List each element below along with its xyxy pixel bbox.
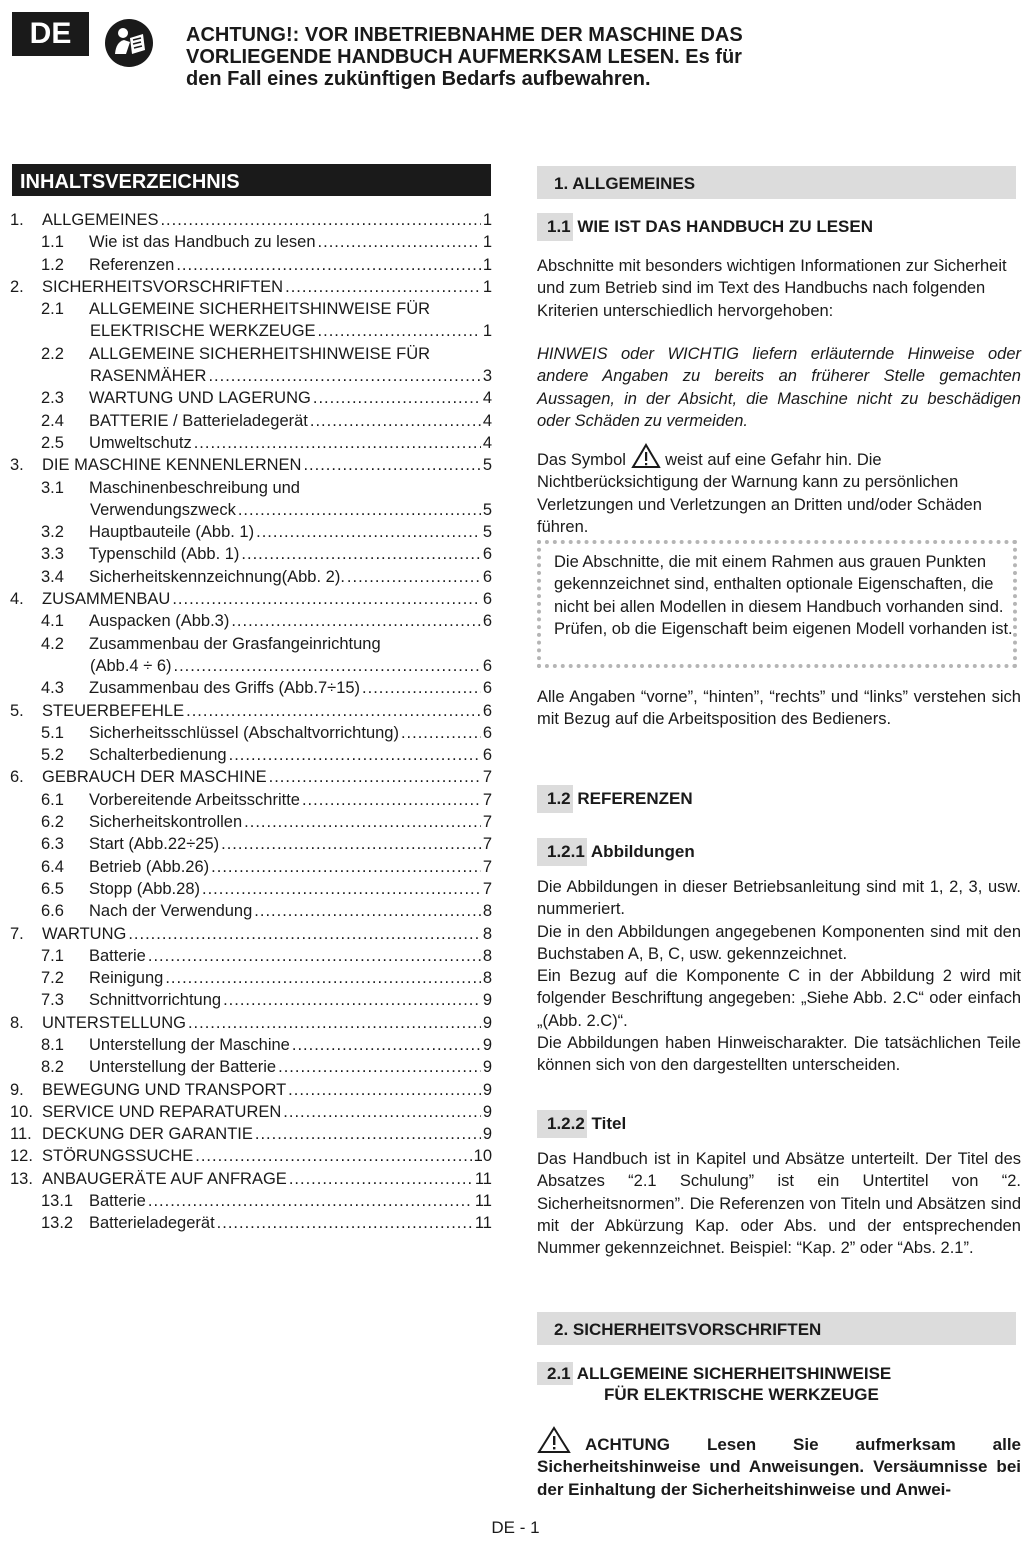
toc-entry-number: 13. [10,1169,33,1188]
toc-leader-dots [241,545,480,564]
toc-entry-number: 1.1 [41,233,64,252]
note-paragraph: HINWEIS oder WICHTIG liefern erläuternde Hinweise oder andere Angaben zu bereits an früherer Stelle gemachten Aussagen, in der Absicht, die Maschine nicht zu beschädigen oder Schäden zu vermeiden. [537,345,1021,430]
toc-entry[interactable] [10,479,492,501]
toc-entry-title: Typenschild (Abb. 1) [89,545,240,564]
toc-entry-title: BATTERIE / Batterieladegerät [89,411,308,430]
toc-entry-number: 6.1 [41,790,64,809]
toc-entry[interactable] [10,768,492,790]
toc-entry-title: UNTERSTELLUNG [42,1013,186,1032]
toc-entry-page: 6 [482,590,492,609]
toc-entry-page: 8 [482,946,492,965]
toc-entry-title: Auspacken (Abb.3) [89,612,230,631]
warning-triangle-icon [631,443,661,469]
toc-entry-title: Vorbereitende Arbeitsschritte [89,790,300,809]
toc-entry-title: Verwendungszweck [90,500,236,519]
toc-entry-title: STÖRUNGSSUCHE [42,1147,194,1166]
toc-entry[interactable] [10,925,492,947]
toc-entry-page: 1 [482,233,492,252]
toc-entry[interactable] [10,300,492,322]
toc-entry-page: 5 [482,523,492,542]
toc-entry-number: 2.5 [41,433,64,452]
toc-entry-page: 9 [482,1058,492,1077]
toc-entry-number: 7.3 [41,991,64,1010]
toc-entry-title: ALLGEMEINES [42,211,159,229]
toc-entry[interactable] [10,1036,492,1058]
toc-entry-title: Zusammenbau der Grasfangeinrichtung [89,634,381,653]
toc-entry-title: Betrieb (Abb.26) [89,857,210,876]
toc-entry-page: 6 [482,746,492,765]
toc-leader-dots [269,768,481,787]
toc-entry-number: 13.1 [41,1192,74,1211]
toc-entry[interactable] [10,501,492,523]
paragraph: Das Handbuch ist in Kapitel und Absätze unterteilt. Der Titel des Absatzes “2.1 Schulung” ist ein Untertitel von “2. Sicherheitsnormen”. Die Referenzen von Titeln und Absätzen sind mit der Abkürzung Kap. oder Abs. und der entsprechenden Nummer gekennzeichnet. Beispiel: “Kap. 2” oder “Abs. 2.1”. [537,1150,1021,1258]
toc-leader-dots [362,679,481,698]
toc-entry[interactable] [10,1014,492,1036]
toc-leader-dots [238,501,481,520]
toc-entry-page: 11 [474,1214,492,1233]
toc-entry[interactable] [10,233,492,255]
toc-entry-page: 1 [482,255,492,274]
toc-leader-dots [285,278,481,297]
toc-entry-number: 13.2 [41,1214,74,1233]
toc-entry-title: Sicherheitskennzeichnung(Abb. 2). [89,567,345,586]
toc-entry-title: ANBAUGERÄTE AUF ANFRAGE [42,1169,287,1188]
toc-leader-dots [195,1147,471,1166]
toc-entry[interactable] [10,813,492,835]
language-badge: DE [12,12,89,56]
toc-entry[interactable] [10,612,492,634]
toc-entry-number: 7. [10,924,24,943]
toc-entry-number: 6.4 [41,857,64,876]
warning-triangle-icon [537,1426,571,1454]
toc-entry-number: 2.4 [41,411,64,430]
toc-entry-title: WARTUNG UND LAGERUNG [89,389,311,408]
toc-entry-page: 5 [482,456,492,475]
toc-entry-number: 5.2 [41,746,64,765]
toc-entry-title: ALLGEMEINE SICHERHEITSHINWEISE FÜR [89,344,431,363]
toc-entry-number: 7.1 [41,946,64,965]
toc-entry-number: 3.1 [41,478,64,497]
toc-entry[interactable] [10,635,492,657]
toc-entry-title: Hauptbauteile (Abb. 1) [89,523,255,542]
toc-entry[interactable] [10,590,492,612]
toc-leader-dots [302,791,481,810]
toc-leader-dots [303,456,480,475]
paragraph: Alle Angaben “vorne”, “hinten”, “rechts” und “links” verstehen sich mit Bezug auf die Arbeitsposition des Bedieners. [537,688,1021,729]
toc-entry-page: 9 [482,1080,492,1099]
toc-entry-page: 6 [482,612,492,631]
toc-leader-dots [289,1170,473,1189]
toc-leader-dots [231,612,480,631]
toc-entry-page: 1 [482,211,492,229]
toc-leader-dots [208,367,480,386]
toc-entry[interactable] [10,791,492,813]
toc-entry-page: 9 [482,1035,492,1054]
toc-entry-page: 8 [482,902,492,921]
toc-entry-title: (Abb.4 ÷ 6) [90,656,172,675]
toc-leader-dots [176,256,481,275]
toc-entry-number: 3. [10,456,24,475]
toc-entry-title: DIE MASCHINE KENNENLERNEN [42,456,302,475]
toc-entry-page: 4 [482,411,492,430]
toc-entry[interactable] [10,702,492,724]
toc-entry[interactable] [10,568,492,590]
toc-entry[interactable] [10,434,492,456]
toc-entry-title: Stopp (Abb.28) [89,879,200,898]
toc-entry[interactable] [10,256,492,278]
toc-entry-number: 1. [10,211,24,229]
toc-entry-number: 4.1 [41,612,64,631]
toc-entry-title: Batterie [89,946,146,965]
toc-entry-page: 6 [482,545,492,564]
toc-leader-dots [211,858,481,877]
toc-entry-number: 6.3 [41,835,64,854]
section-2-heading: 2. SICHERHEITSVORSCHRIFTEN [537,1312,1016,1345]
toc-leader-dots [288,1081,481,1100]
toc-entry-page: 4 [482,389,492,408]
toc-entry[interactable] [10,746,492,768]
toc-leader-dots [255,1125,481,1144]
toc-entry-number: 8. [10,1013,24,1032]
toc-entry-page: 4 [482,433,492,452]
section-1-1-heading: 1.1 WIE IST DAS HANDBUCH ZU LESEN [537,213,873,241]
toc-entry-number: 6.6 [41,902,64,921]
toc-entry-number: 8.2 [41,1058,64,1077]
toc-leader-dots [318,322,481,341]
toc-entry-title: Start (Abb.22÷25) [89,835,220,854]
toc-entry[interactable] [10,278,492,300]
toc-entry-page: 5 [482,500,492,519]
toc-title: INHALTSVERZEICHNIS [12,164,491,196]
toc-entry-page: 1 [482,277,492,296]
toc-entry[interactable] [10,902,492,924]
toc-leader-dots [347,568,481,587]
paragraph: Die Abbildungen in dieser Betriebsanleitung sind mit 1, 2, 3, usw. nummeriert. Die in den Abbildungen angegebenen Komponenten sind mit den Buchstaben A, B, C, usw. gekennzeichnet. Ein Bezug auf die Komponente C in der Abbildung 2 wird mit folgender Beschriftung angegeben: „Siehe Abb. 2.C“ oder einfach „(Abb. 2.C)“. Die Abbildungen haben Hinweischarakter. Die tatsächlichen Teile können sich von den dargestellten unterscheiden. [537,878,1021,1075]
toc-entry-title: DECKUNG DER GARANTIE [42,1125,253,1144]
toc-entry-page: 7 [482,879,492,898]
toc-leader-dots [318,233,481,252]
toc-entry[interactable] [10,1147,492,1169]
toc-leader-dots [221,835,481,854]
toc-entry-page: 9 [482,1125,492,1144]
toc-entry[interactable] [10,1170,492,1192]
toc-entry-number: 2.3 [41,389,64,408]
toc-entry[interactable] [10,1192,492,1214]
toc-entry-page: 9 [482,991,492,1010]
toc-entry-title: Reinigung [89,969,164,988]
toc-entry-title: BEWEGUNG UND TRANSPORT [42,1080,287,1099]
toc-leader-dots [244,813,481,832]
toc-entry[interactable] [10,858,492,880]
toc-leader-dots [254,902,481,921]
toc-entry-number: 2.1 [41,300,64,319]
toc-leader-dots [194,434,481,453]
toc-entry-title: SICHERHEITSVORSCHRIFTEN [42,277,284,296]
toc-entry[interactable] [10,322,492,344]
toc-entry-title: Zusammenbau des Griffs (Abb.7÷15) [89,679,361,698]
toc-entry[interactable] [10,969,492,991]
toc-entry-title: Nach der Verwendung [89,902,253,921]
toc-entry[interactable] [10,1103,492,1125]
toc-entry-number: 6.2 [41,813,64,832]
toc-entry-page: 9 [482,1013,492,1032]
toc-leader-dots [313,389,481,408]
section-2-1-heading: 2.1 ALLGEMEINE SICHERHEITSHINWEISE FÜR ELEKTRISCHE WERKZEUGE [537,1362,891,1404]
toc-entry-number: 5.1 [41,723,64,742]
toc-entry-title: Schnittvorrichtung [89,991,222,1010]
toc-entry-page: 11 [474,1192,492,1211]
toc-leader-dots [229,746,481,765]
toc-entry-number: 3.2 [41,523,64,542]
toc-entry-title: Referenzen [89,255,175,274]
section-1-2-1-heading: 1.2.1 Abbildungen [537,838,695,866]
toc-entry-page: 9 [482,1102,492,1121]
toc-entry[interactable] [10,991,492,1013]
toc-entry-title: WARTUNG [42,924,127,943]
toc-entry[interactable] [10,345,492,367]
toc-entry[interactable] [10,657,492,679]
toc-entry-number: 12. [10,1147,33,1166]
section-1-2-heading: 1.2 REFERENZEN [537,785,693,813]
toc-entry[interactable] [10,1058,492,1080]
table-of-contents [10,211,492,1237]
paragraph: Abschnitte mit besonders wichtigen Informationen zur Sicherheit und zum Betrieb sind im Text des Handbuchs nach folgenden Kriterien unterschiedlich hervorgehoben: [537,257,1007,320]
toc-entry[interactable] [10,545,492,567]
toc-entry-page: 8 [482,924,492,943]
toc-entry[interactable] [10,389,492,411]
toc-entry-title: Unterstellung der Batterie [89,1058,277,1077]
toc-leader-dots [174,657,481,676]
toc-entry-number: 4.2 [41,634,64,653]
toc-entry[interactable] [10,880,492,902]
toc-entry-title: ALLGEMEINE SICHERHEITSHINWEISE FÜR [89,300,431,319]
toc-leader-dots [148,947,481,966]
toc-leader-dots [223,991,481,1010]
toc-entry[interactable] [10,412,492,434]
toc-entry-page: 10 [473,1147,492,1166]
read-manual-icon [104,18,154,68]
optional-feature-box: Die Abschnitte, die mit einem Rahmen aus grauen Punkten gekennzeichnet sind, enthalten optionale Eigenschaften, die nicht bei allen Modellen in diesem Handbuch vorhanden sind. Prüfen, ob die Eigenschaft beim eigenen Modell vorhanden ist. [537,540,1017,668]
toc-entry-number: 3.4 [41,567,64,586]
toc-entry-title: Sicherheitsschlüssel (Abschaltvorrichtung) [89,723,399,742]
toc-leader-dots [278,1058,481,1077]
toc-entry-page: 1 [482,322,492,341]
toc-entry-title: Unterstellung der Maschine [89,1035,290,1054]
toc-entry-title: Wie ist das Handbuch zu lesen [89,233,316,252]
toc-entry-title: Batterie [89,1192,146,1211]
toc-entry-title: Schalterbedienung [89,746,227,765]
toc-entry[interactable] [10,947,492,969]
warning-paragraph: ACHTUNG Lesen Sie aufmerksam alle Sicherheitshinweise und Anweisungen. Versäumnisse bei der Einhaltung der Sicherheitshinweise und Anwei- [537,1426,1021,1501]
toc-entry-number: 6. [10,768,24,787]
toc-entry-number: 10. [10,1102,33,1121]
toc-leader-dots [186,702,481,721]
toc-entry-page: 6 [482,701,492,720]
toc-entry-page: 7 [482,768,492,787]
toc-entry-page: 7 [482,835,492,854]
toc-entry[interactable] [10,1081,492,1103]
toc-entry-number: 7.2 [41,969,64,988]
toc-entry-page: 11 [474,1169,492,1188]
toc-leader-dots [401,724,481,743]
toc-entry-title: Umweltschutz [89,433,192,452]
toc-entry-page: 3 [482,367,492,386]
toc-leader-dots [188,1014,481,1033]
toc-entry-title: ZUSAMMENBAU [42,590,171,609]
toc-leader-dots [128,925,480,944]
toc-entry-number: 3.3 [41,545,64,564]
toc-entry[interactable] [10,679,492,701]
toc-entry-page: 8 [482,969,492,988]
toc-entry[interactable] [10,1214,492,1236]
toc-leader-dots [172,590,480,609]
toc-leader-dots [148,1192,473,1211]
toc-entry-number: 2.2 [41,344,64,363]
toc-entry[interactable] [10,724,492,746]
toc-entry-number: 1.2 [41,255,64,274]
toc-leader-dots [283,1103,481,1122]
toc-entry[interactable] [10,456,492,478]
toc-entry-title: Batterieladegerät [89,1214,215,1233]
header-warning: ACHTUNG!: VOR INBETRIEBNAHME DER MASCHINE DAS VORLIEGENDE HANDBUCH AUFMERKSAM LESEN. Es für den Fall eines zukünftigen Bedarfs aufbewahren. [186,24,743,90]
toc-entry-page: 6 [482,679,492,698]
toc-leader-dots [292,1036,481,1055]
toc-leader-dots [160,211,480,230]
section-1-2-2-heading: 1.2.2 Titel [537,1110,626,1138]
toc-entry-title: SERVICE UND REPARATUREN [42,1102,282,1121]
toc-entry-page: 7 [482,857,492,876]
toc-entry[interactable] [10,367,492,389]
toc-entry-number: 6.5 [41,879,64,898]
toc-leader-dots [256,523,481,542]
danger-paragraph: Das Symbol weist auf eine Gefahr hin. Die Nichtberücksichtigung der Warnung kann zu persönlichen Verletzungen und Verletzungen an Dritten und/oder Schäden führen. [537,443,1021,538]
toc-entry-page: 7 [482,813,492,832]
toc-leader-dots [217,1214,473,1233]
section-1-heading: 1. ALLGEMEINES [537,166,1016,199]
toc-entry-number: 2. [10,277,24,296]
toc-entry[interactable] [10,523,492,545]
toc-entry[interactable] [10,1125,492,1147]
toc-entry-title: Maschinenbeschreibung und [89,478,300,497]
toc-entry-number: 5. [10,701,24,720]
toc-entry-number: 11. [10,1125,32,1144]
toc-entry-number: 4.3 [41,679,64,698]
toc-entry[interactable] [10,211,492,233]
toc-entry-title: ELEKTRISCHE WERKZEUGE [90,322,316,341]
toc-entry-title: GEBRAUCH DER MASCHINE [42,768,267,787]
toc-entry-title: RASENMÄHER [90,367,207,386]
toc-entry-page: 7 [482,790,492,809]
toc-entry-number: 4. [10,590,24,609]
toc-entry-page: 6 [482,656,492,675]
page-number: DE - 1 [491,1518,540,1537]
toc-entry-number: 8.1 [41,1035,64,1054]
toc-leader-dots [310,412,481,431]
toc-entry-page: 6 [482,723,492,742]
toc-leader-dots [202,880,481,899]
toc-entry-number: 9. [10,1080,24,1099]
toc-entry[interactable] [10,835,492,857]
toc-leader-dots [165,969,481,988]
toc-entry-title: STEUERBEFEHLE [42,701,185,720]
toc-entry-page: 6 [482,567,492,586]
toc-entry-title: Sicherheitskontrollen [89,813,243,832]
